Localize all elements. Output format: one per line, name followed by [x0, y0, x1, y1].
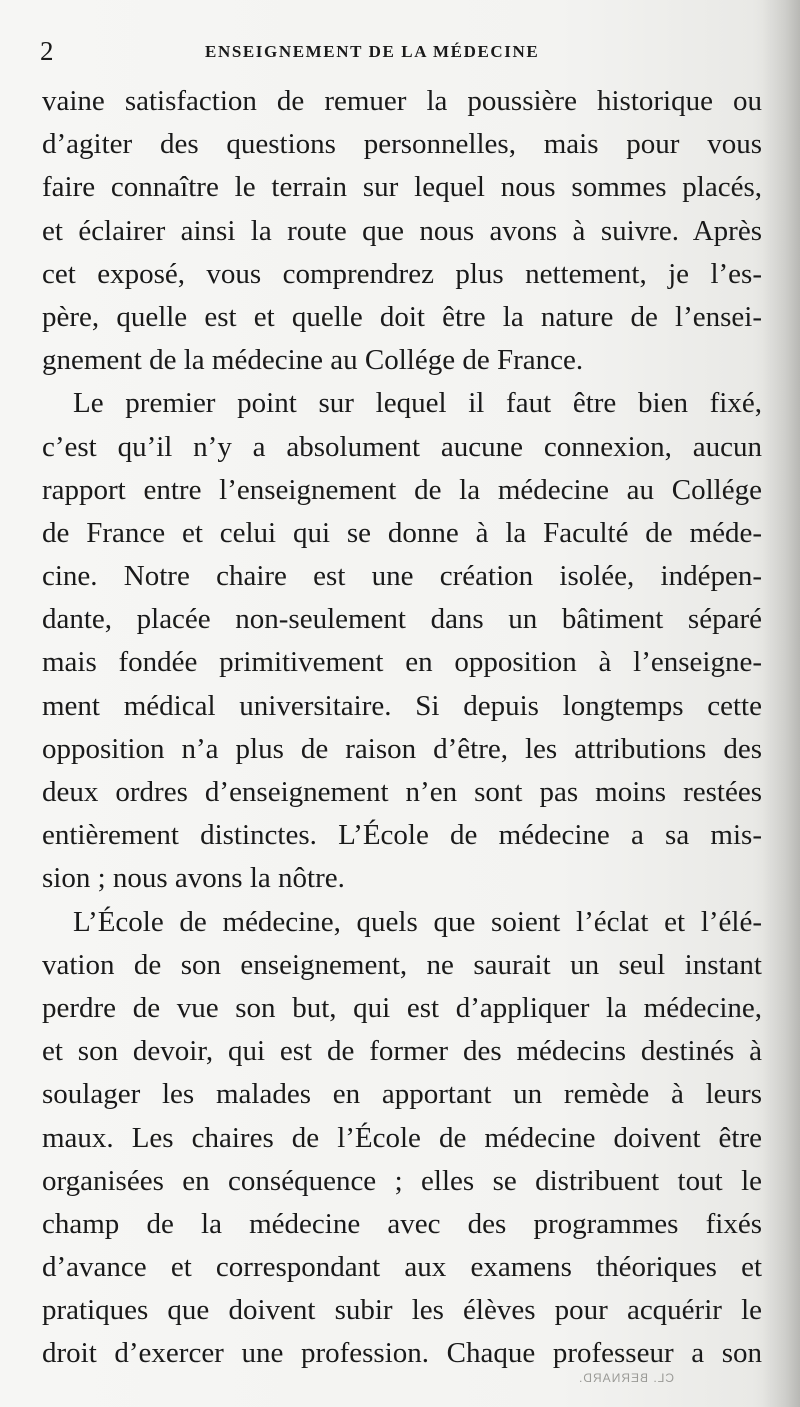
text-line: faire connaître le terrain sur lequel nous sommes placés,	[42, 171, 762, 204]
text-line: cine. Notre chaire est une création isolée, indépen-	[42, 560, 762, 593]
text-line: deux ordres d’enseignement n’en sont pas moins restées	[42, 776, 762, 808]
text-line: entièrement distinctes. L’École de médecine a sa mis-	[42, 819, 762, 852]
text-line: vaine satisfaction de remuer la poussière historique ou	[42, 85, 762, 117]
text-line: et éclairer ainsi la route que nous avons à suivre. Après	[42, 214, 762, 247]
text-line: opposition n’a plus de raison d’être, les attributions des	[42, 732, 762, 765]
text-line: d’avance et correspondant aux examens théoriques et	[42, 1251, 762, 1284]
text-line: droit d’exercer une profession. Chaque professeur a son	[42, 1337, 762, 1370]
text-line: vation de son enseignement, ne saurait un seul instant	[42, 948, 762, 981]
text-line: rapport entre l’enseignement de la médecine au Collége	[42, 473, 762, 506]
text-line: de France et celui qui se donne à la Faculté de méde-	[42, 516, 762, 549]
text-line: et son devoir, qui est de former des médecins destinés à	[42, 1035, 762, 1068]
text-line: père, quelle est et quelle doit être la nature de l’ensei-	[42, 300, 762, 333]
text-line: sion ; nous avons la nôtre.	[42, 862, 345, 895]
text-line: soulager les malades en apportant un remède à leurs	[42, 1078, 762, 1111]
text-line: d’agiter des questions personnelles, mais pour vous	[42, 128, 762, 161]
body-text	[42, 80, 762, 1376]
text-line: gnement de la médecine au Collége de France.	[42, 344, 584, 377]
text-line: champ de la médecine avec des programmes fixés	[42, 1207, 762, 1240]
running-head	[0, 34, 800, 68]
text-line: pratiques que doivent subir les élèves pour acquérir le	[42, 1294, 762, 1327]
text-line: dante, placée non-seulement dans un bâtiment séparé	[42, 603, 762, 636]
text-line: perdre de vue son but, qui est d’appliquer la médecine,	[42, 991, 762, 1024]
page-number: 2	[40, 36, 54, 66]
signature-mark: CL. BERNARD.	[578, 1371, 675, 1385]
text-line: L’École de médecine, quels que soient l’éclat et l’élé-	[73, 905, 762, 938]
text-line: cet exposé, vous comprendrez plus nettement, je l’es-	[42, 257, 762, 290]
text-line: mais fondée primitivement en opposition à l’enseigne-	[42, 646, 762, 679]
gutter-shadow	[762, 0, 800, 1407]
text-line: ment médical universitaire. Si depuis longtemps cette	[42, 689, 762, 722]
text-line: Le premier point sur lequel il faut être bien fixé,	[73, 387, 762, 420]
text-line: c’est qu’il n’y a absolument aucune connexion, aucun	[42, 430, 762, 463]
text-line: organisées en conséquence ; elles se distribuent tout le	[42, 1164, 762, 1197]
text-line: maux. Les chaires de l’École de médecine doivent être	[42, 1121, 762, 1154]
running-title: ENSEIGNEMENT DE LA MÉDECINE	[205, 42, 540, 61]
